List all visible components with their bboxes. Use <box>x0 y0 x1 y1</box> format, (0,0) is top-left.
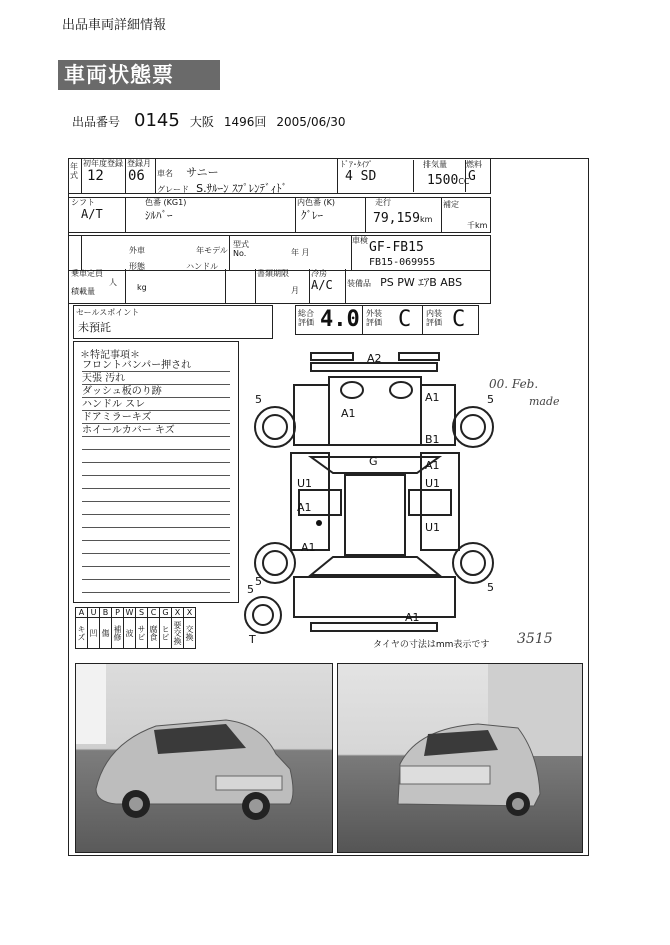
mileage-value: 79,159 <box>373 211 420 226</box>
handwritten-number: 3515 <box>517 631 553 647</box>
label-first-reg: 初年度登録 <box>83 159 123 168</box>
label-year-model: 年モデル <box>196 246 228 255</box>
legend-code: W <box>124 608 136 618</box>
sales-point-value: 未預託 <box>78 321 111 334</box>
label-model: 型式 <box>233 240 249 249</box>
docs-month: 月 <box>291 286 299 295</box>
label-displacement: 排気量 <box>423 160 447 169</box>
label-handle: ハンドル <box>186 262 219 271</box>
row-shift <box>69 197 491 233</box>
note-line: ダッシュ板のり跡 <box>82 386 230 398</box>
legend-code: U <box>88 608 100 618</box>
label-car-name: 車名 <box>157 169 173 178</box>
headlight-left <box>341 382 363 398</box>
row-basic <box>69 159 491 194</box>
lot-line <box>72 110 356 131</box>
grade-value: S.ｻﾙｰﾝ ｽﾌﾟﾚﾝﾃﾞｨﾄﾞ <box>196 182 288 195</box>
model-value: GF-FB15 <box>369 240 424 255</box>
note-line <box>82 438 230 450</box>
mark-a1-right-front: A1 <box>425 391 440 404</box>
door-value: 4 SD <box>345 169 377 184</box>
label-docs: 書類期限 <box>257 269 289 278</box>
label-inspection: 車検 <box>352 236 368 245</box>
legend-meaning: 交換 <box>184 618 196 649</box>
note-line: 天張 汚れ <box>82 373 230 385</box>
sales-point-label: セールスポイント <box>76 308 140 317</box>
mark-a1-right-door: A1 <box>425 459 440 472</box>
legend-meaning: 要交換 <box>172 618 184 649</box>
interior-score-label: 内装評価 <box>426 309 442 327</box>
legend-meaning: キズ <box>76 618 88 649</box>
note-line: ホイールカバー キズ <box>82 425 230 437</box>
roof <box>345 475 405 555</box>
shift-value: A/T <box>81 207 103 221</box>
capacity-unit: 人 <box>109 278 117 287</box>
legend-code: X <box>172 608 184 618</box>
aircon-value: A/C <box>311 278 333 292</box>
label-cert: 補定 <box>443 200 459 209</box>
row-model <box>69 235 491 271</box>
tire-front-left <box>255 407 295 447</box>
overall-score-value: 4.0 <box>320 307 360 332</box>
car-front-image <box>76 664 332 852</box>
headlight-right <box>390 382 412 398</box>
legend-code: C <box>148 608 160 618</box>
mark-tire-fl: 5 <box>255 393 262 406</box>
label-fuel: 燃料 <box>466 160 482 169</box>
note-line <box>82 581 230 593</box>
label-door-type: ﾄﾞｱ･ﾀｲﾌﾟ <box>341 160 373 169</box>
mark-tire-spare: 5 <box>247 583 254 596</box>
interior-value: ｸﾞﾚｰ <box>301 209 323 222</box>
mark-a1-left-door: A1 <box>297 501 312 514</box>
mark-tire-rl: 5 <box>255 575 262 588</box>
note-line <box>82 464 230 476</box>
lot-number: 0145 <box>134 110 180 131</box>
color-value: ｼﾙﾊﾞｰ <box>145 209 173 222</box>
handwritten-made: made <box>529 395 560 408</box>
legend-code: B <box>100 608 112 618</box>
note-line <box>82 451 230 463</box>
legend-code: S <box>136 608 148 618</box>
legend-meaning: ヒビ <box>160 618 172 649</box>
car-rear-image <box>338 664 582 852</box>
label-color: 色番 (KG1) <box>145 198 187 207</box>
mark-u1-left: U1 <box>297 477 313 490</box>
legend-meaning: 傷 <box>100 618 112 649</box>
lot-label: 出品番号 <box>72 115 121 129</box>
tire-rear-right <box>453 543 493 583</box>
auction-date: 2005/06/30 <box>276 115 346 129</box>
load-unit: kg <box>137 283 147 292</box>
exterior-score-value: C <box>398 307 412 332</box>
handwritten-date: 00. Feb. <box>489 377 539 391</box>
car-name-value: サニー <box>186 166 219 179</box>
legend-meaning: 波 <box>124 618 136 649</box>
label-shift: シフト <box>71 198 95 207</box>
tire-front-right <box>453 407 493 447</box>
legend-code: A <box>76 608 88 618</box>
note-line: ドアミラーキズ <box>82 412 230 424</box>
label-year-month: 年 月 <box>291 248 310 257</box>
venue: 大阪 <box>189 115 214 129</box>
fuel-value: G <box>468 169 476 184</box>
note-line <box>82 529 230 541</box>
mark-tire-fr: 5 <box>487 393 494 406</box>
label-aircon: 冷房 <box>311 269 327 278</box>
label-grade: グレード <box>157 185 189 194</box>
displacement-unit: CC <box>458 177 470 186</box>
equipment-value: PS PW ｴｱB ABS <box>380 276 463 289</box>
legend-code: P <box>112 608 124 618</box>
page-header: 出品車両詳細情報 <box>62 18 167 33</box>
label-equipment: 装備品 <box>347 279 371 288</box>
mileage-unit: km <box>419 215 433 224</box>
mark-a1-rear: A1 <box>405 611 420 624</box>
legend-code: G <box>160 608 172 618</box>
note-line: ハンドル スレ <box>82 399 230 411</box>
interior-score-value: C <box>452 307 466 332</box>
note-line <box>82 568 230 580</box>
label-shiki: 年式 <box>70 162 78 180</box>
cert-unit: 千km <box>467 221 488 230</box>
note-line <box>82 477 230 489</box>
rear-window <box>311 557 439 575</box>
tire-note: タイヤの寸法はmm表示です <box>373 640 490 650</box>
note-line <box>82 503 230 515</box>
sales-point-box <box>73 305 273 339</box>
exterior-score-label: 外装評価 <box>366 309 382 327</box>
label-load: 積載量 <box>71 287 95 296</box>
mark-b1: B1 <box>425 433 440 446</box>
label-capacity: 乗車定員 <box>71 269 103 278</box>
damage-legend <box>75 607 196 649</box>
legend-meaning: サビ <box>136 618 148 649</box>
mark-a1-hood: A1 <box>341 407 356 420</box>
note-line <box>82 555 230 567</box>
notes-box <box>73 341 239 603</box>
note-line <box>82 490 230 502</box>
label-shape: 形態 <box>129 262 145 271</box>
mark-u1-right-a: U1 <box>425 477 441 490</box>
legend-meaning: 凹 <box>88 618 100 649</box>
label-mileage: 走行 <box>375 198 391 207</box>
row-capacity <box>69 269 491 304</box>
note-line <box>82 516 230 528</box>
mark-a2-front: A2 <box>367 352 382 365</box>
mark-u1-right-b: U1 <box>425 521 441 534</box>
mark-g-windshield: G <box>369 455 378 468</box>
label-interior: 内色番 (K) <box>297 198 336 207</box>
banner-title: 車両状態票 <box>58 60 220 90</box>
legend-code: X <box>184 608 196 618</box>
score-box <box>295 305 479 335</box>
rear-bumper <box>311 623 437 631</box>
legend-meaning: 腐食 <box>148 618 160 649</box>
mark-tire-rr: 5 <box>487 581 494 594</box>
tire-spare <box>245 597 281 633</box>
session: 1496回 <box>223 115 267 129</box>
trunk <box>294 577 455 617</box>
displacement-value: 1500 <box>427 173 459 188</box>
note-line <box>82 542 230 554</box>
month-value: 06 <box>128 168 145 184</box>
label-exterior: 外車 <box>129 246 145 255</box>
mark-a1-left-rear: A1 <box>301 541 316 554</box>
front-bumper-bar <box>311 353 353 360</box>
mark-spare-t: T <box>249 633 256 646</box>
year-value: 12 <box>87 168 104 184</box>
chassis-value: FB15-069955 <box>369 257 436 268</box>
label-no: No. <box>233 249 247 258</box>
overall-score-label: 総合評価 <box>298 309 314 327</box>
notes-title: ＊特記事項＊ <box>80 350 140 361</box>
label-reg-month: 登録月 <box>127 159 151 168</box>
condition-sheet <box>68 158 589 856</box>
front-fender-left <box>294 385 329 445</box>
legend-meaning: 補修 <box>112 618 124 649</box>
photo-rear <box>337 663 583 853</box>
photo-front <box>75 663 333 853</box>
note-line: フロントバンパー押され <box>82 360 230 372</box>
